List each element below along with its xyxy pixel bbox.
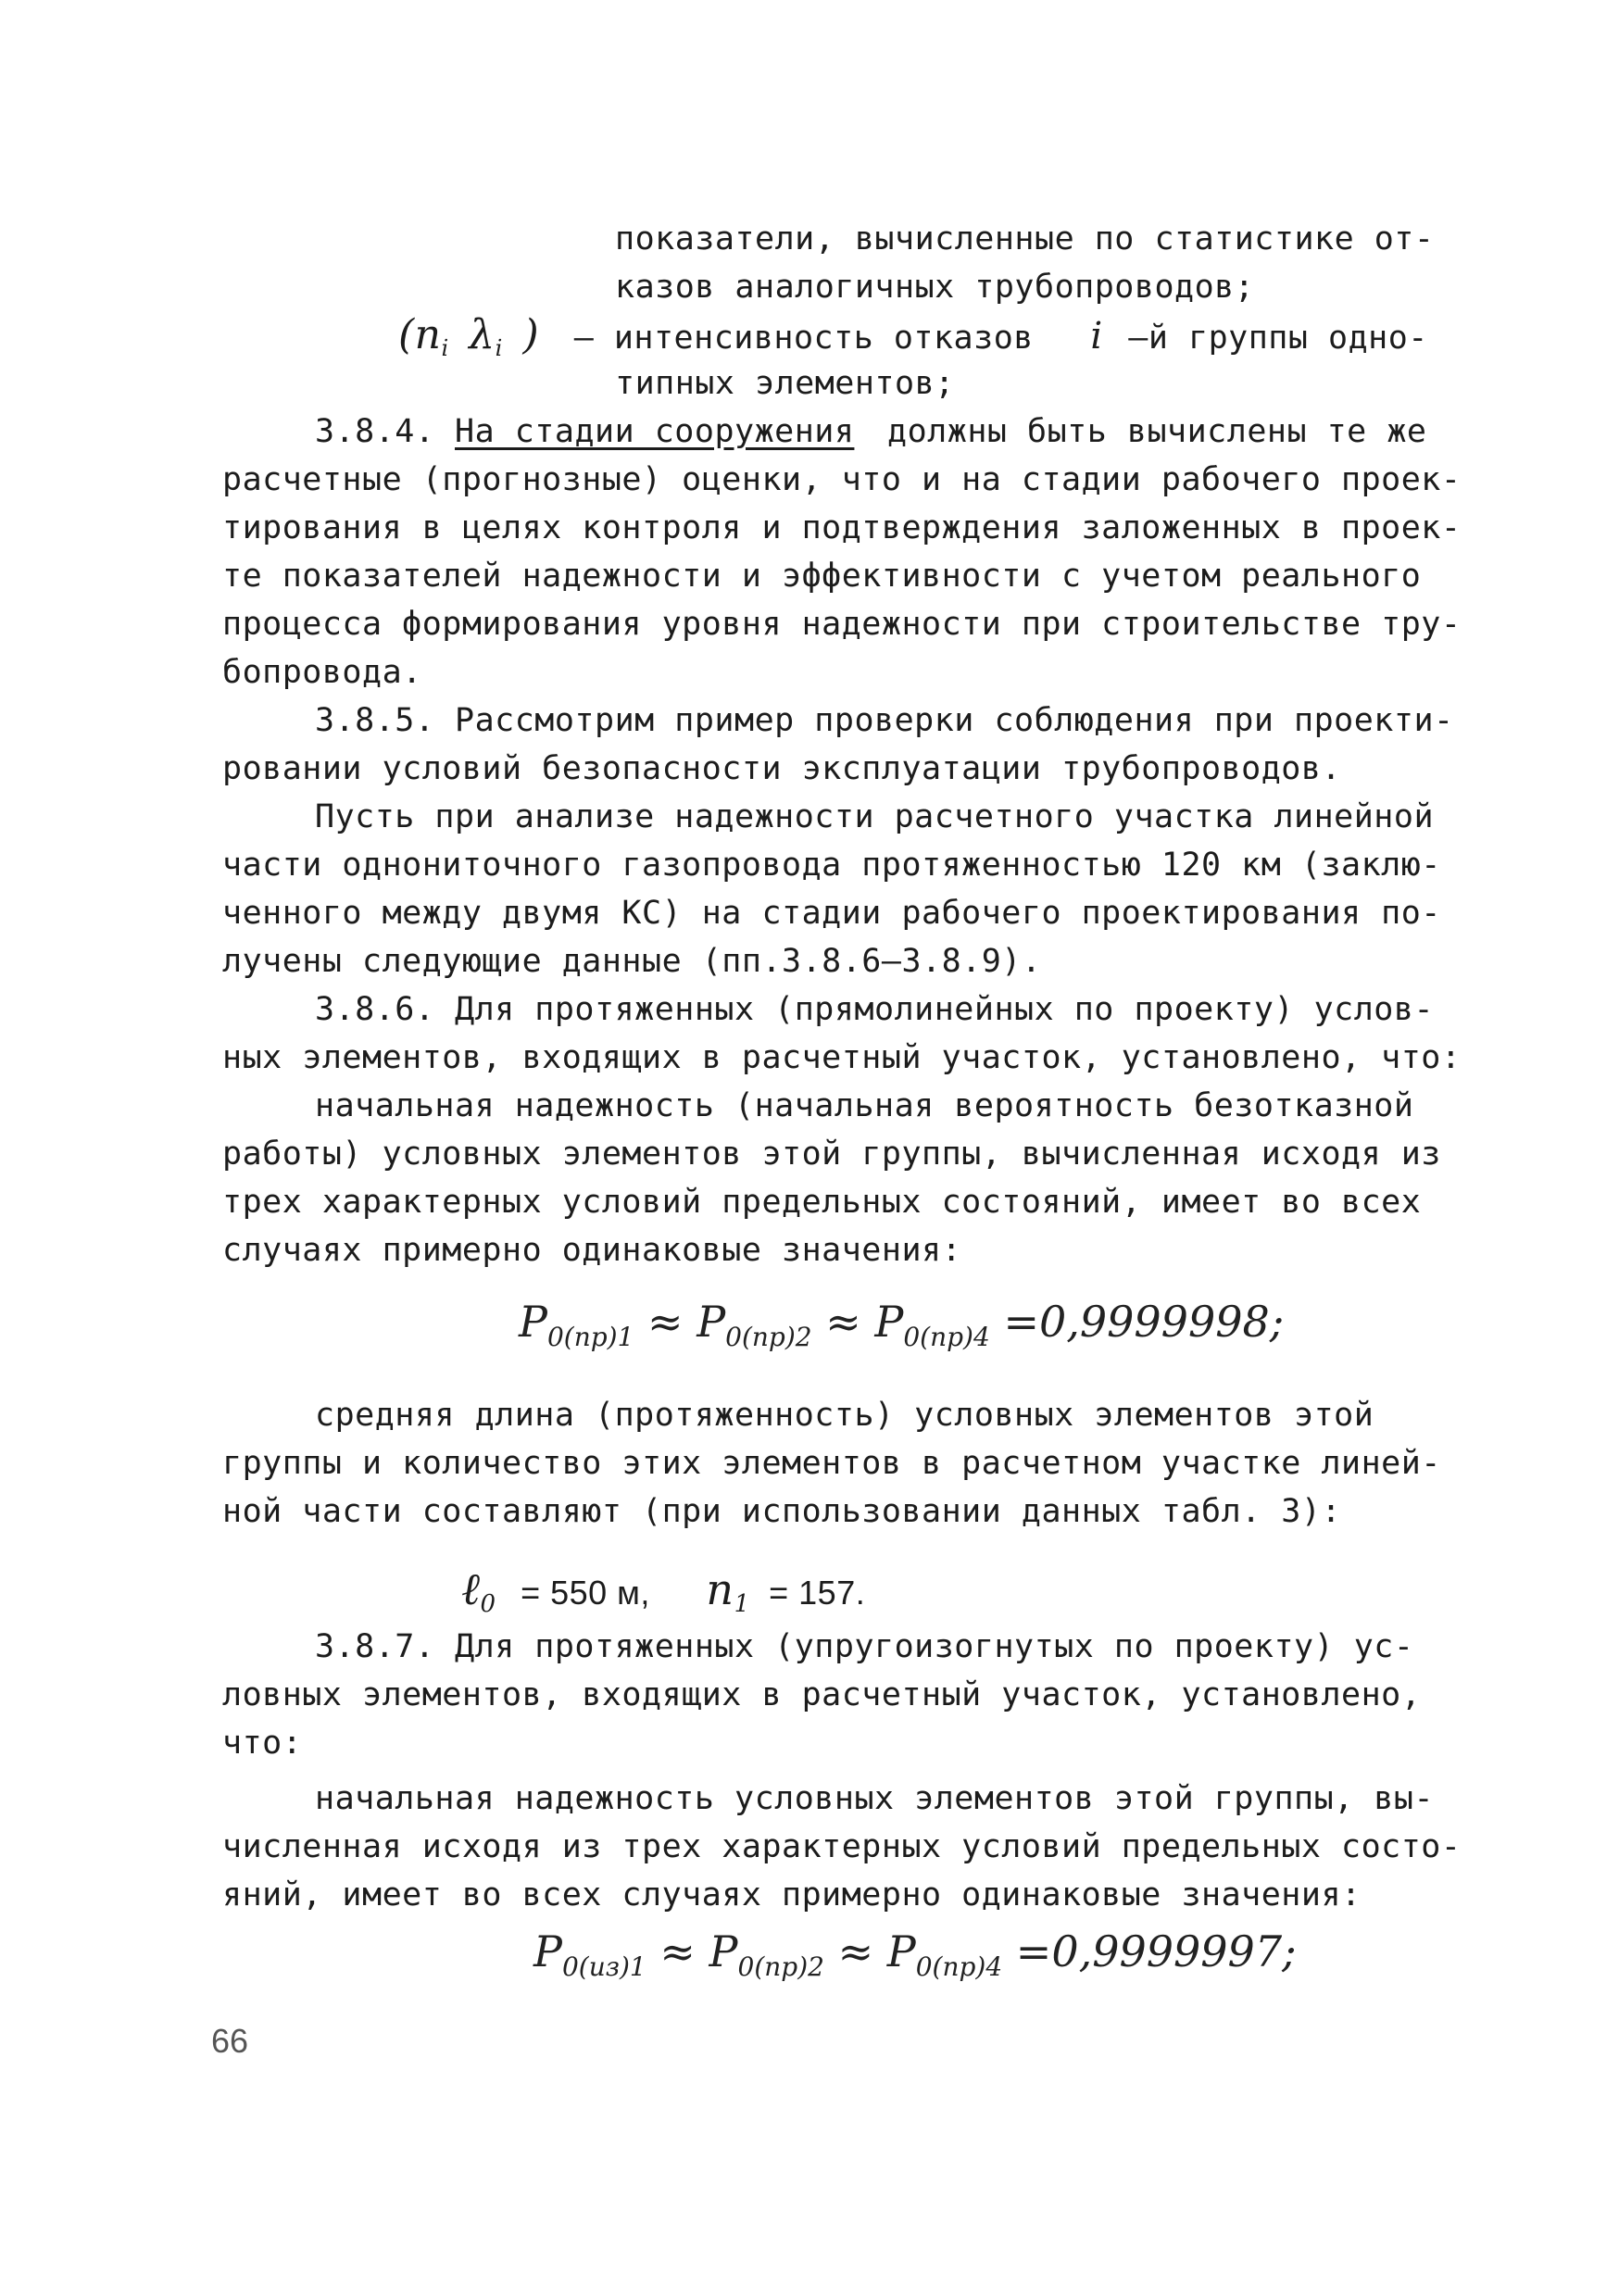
formula-p: P (874, 1297, 904, 1347)
text-line: бопровода. (222, 654, 422, 691)
text-line: случаях примерно одинаковые значения: (222, 1232, 962, 1269)
formula-approx: ≈ (837, 1926, 874, 1976)
formula-approx: ≈ (825, 1297, 861, 1347)
section-3-8-4 (315, 408, 1426, 456)
text-line: группы и количество этих элементов в расчетном участке линей- (222, 1445, 1441, 1482)
text-line: средняя длина (протяженность) условных элементов этой (315, 1397, 1374, 1434)
formula-value: 0,9999997; (1051, 1926, 1297, 1976)
text-line: яний, имеет во всех случаях примерно одинаковые значения: (222, 1876, 1362, 1913)
text-line: казов аналогичных трубопроводов; (615, 269, 1255, 306)
text-line: трех характерных условий предельных состояний, имеет во всех (222, 1184, 1422, 1221)
text-line: показатели, вычисленные по статистике от- (615, 220, 1435, 257)
symbol-sub: 0 (480, 1590, 496, 1619)
text-line: начальная надежность условных элементов этой группы, вы- (315, 1780, 1435, 1817)
text-line: типных элементов; (615, 365, 955, 402)
formula-equals: = (1015, 1926, 1052, 1976)
formula-reliability-bent (533, 1926, 1297, 1982)
definition-tail: –й группы одно- (1128, 320, 1428, 357)
section-3-8-7: 3.8.7. Для протяженных (упругоизогнутых по проекту) ус- (315, 1628, 1414, 1665)
text-line: ровании условий безопасности эксплуатации трубопроводов. (222, 750, 1342, 787)
text-line: те показателей надежности и эффективности с учетом реального (222, 558, 1422, 595)
text-line: начальная надежность (начальная вероятность безотказной (315, 1087, 1414, 1124)
count-value: = 157. (769, 1574, 866, 1612)
formula-sub: 0(пр) (915, 1951, 986, 1983)
formula-sub: 0(из) (561, 1951, 630, 1983)
symbol-lambda: λ (469, 311, 496, 358)
formula-sub: 0(пр) (903, 1322, 973, 1353)
symbol-close: ) (522, 311, 540, 358)
text-line: лучены следующие данные (пп.3.8.6–3.8.9). (222, 943, 1042, 980)
parameters-line (461, 1565, 865, 1628)
formula-index: 4 (985, 1951, 1003, 1983)
formula-index: 1 (629, 1951, 646, 1983)
text-line: части однониточного газопровода протяженностью 120 км (заклю- (222, 847, 1441, 884)
text-line: численная исходя из трех характерных условий предельных состо- (222, 1828, 1462, 1865)
formula-p: P (697, 1297, 726, 1347)
text-span: должны быть вычислены те же (887, 413, 1427, 450)
length-value: = 550 м, (521, 1574, 650, 1612)
text-line: ной части составляют (при использовании данных табл. 3): (222, 1493, 1342, 1530)
underlined-heading: На стадии сооружения (455, 413, 855, 450)
text-line: Пусть при анализе надежности расчетного участка линейной (315, 798, 1435, 835)
text-line: процесса формирования уровня надежности при строительстве тру- (222, 606, 1462, 643)
formula-index: 4 (973, 1322, 990, 1353)
symbol-l: ℓ (461, 1563, 481, 1615)
text-line: ных элементов, входящих в расчетный участок, установлено, что: (222, 1039, 1462, 1076)
formula-p: P (886, 1926, 916, 1976)
formula-reliability-straight (519, 1297, 1284, 1352)
formula-sub: 0(пр) (546, 1322, 618, 1353)
definition-text: – интенсивность отказов (573, 320, 1034, 357)
formula-p: P (533, 1926, 562, 1976)
text-line: что: (222, 1725, 303, 1762)
formula-index: 2 (795, 1322, 812, 1353)
symbol-i: i (1090, 315, 1103, 358)
section-3-8-5: 3.8.5. Рассмотрим пример проверки соблюдения при проекти- (315, 702, 1454, 739)
symbol-sub: i (441, 335, 449, 361)
symbol-n: n (706, 1564, 734, 1614)
formula-index: 2 (808, 1951, 824, 1983)
text-line: тирования в целях контроля и подтверждения заложенных в проек- (222, 509, 1462, 546)
text-line: расчетные (прогнозные) оценки, что и на стадии рабочего проек- (222, 461, 1462, 498)
section-number: 3.8.4. (315, 413, 435, 450)
symbol-sub: 1 (734, 1590, 750, 1619)
symbol-n: (n (398, 311, 442, 358)
formula-approx: ≈ (647, 1297, 684, 1347)
formula-approx: ≈ (659, 1926, 696, 1976)
text-line: ловных элементов, входящих в расчетный участок, установлено, (222, 1676, 1422, 1713)
formula-sub: 0(пр) (737, 1951, 809, 1983)
text-line: работы) условных элементов этой группы, вычисленная исходя из (222, 1135, 1441, 1173)
text-line: ченного между двумя КС) на стадии рабочего проектирования по- (222, 895, 1441, 932)
formula-value: 0,9999998; (1038, 1297, 1285, 1347)
page-number: 66 (211, 2022, 249, 2060)
formula-index: 1 (617, 1322, 634, 1353)
symbol-sub: i (495, 335, 503, 361)
formula-sub: 0(пр) (725, 1322, 796, 1353)
section-3-8-6: 3.8.6. Для протяженных (прямолинейных по проекту) услов- (315, 991, 1435, 1028)
formula-p: P (709, 1926, 738, 1976)
formula-p: P (519, 1297, 547, 1347)
formula-equals: = (1003, 1297, 1039, 1347)
